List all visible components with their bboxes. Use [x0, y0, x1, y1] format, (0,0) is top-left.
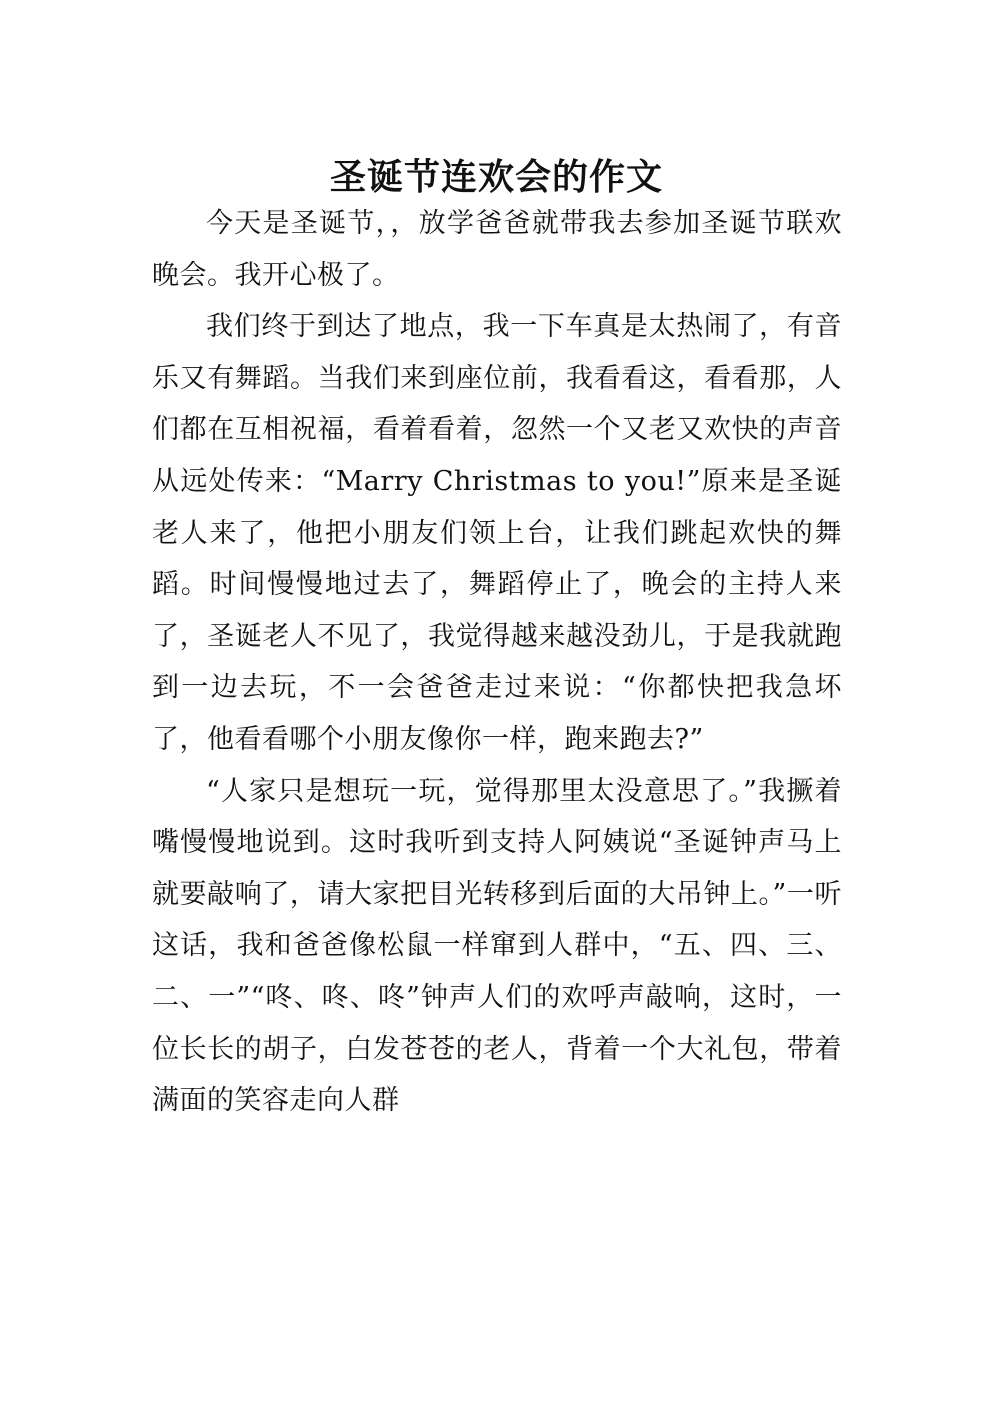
- document-body: [152, 198, 842, 1127]
- document-title: 圣诞节连欢会的作文: [329, 157, 663, 199]
- paragraph-3: “人家只是想玩一玩，觉得那里太没意思了。”我撅着嘴慢慢地说到。这时我听到支持人阿姨说“圣诞钟声马上就要敲响了，请大家把目光转移到后面的大吊钟上。”一听这话，我和爸爸像松鼠一样窜到人群中，“五、四、三、二、一”“咚、咚、咚”钟声人们的欢呼声敲响，这时，一位长长的胡子，白发苍苍的老人，背着一个大礼包，带着满面的笑容走向人群: [152, 775, 842, 1117]
- paragraph-2: 我们终于到达了地点，我一下车真是太热闹了，有音乐又有舞蹈。当我们来到座位前，我看看这，看看那，人们都在互相祝福，看着看着，忽然一个又老又欢快的声音从远处传来：“Marry Christmas to you!”原来是圣诞老人来了，他把小朋友们领上台，让我们跳起欢快的舞蹈。时间慢慢地过去了，舞蹈停止了，晚会的主持人来了，圣诞老人不见了，我觉得越来越没劲儿，于是我就跑到一边去玩，不一会爸爸走过来说：“你都快把我急坏了，他看看哪个小朋友像你一样，跑来跑去?”: [152, 311, 842, 755]
- paragraph-1: 今天是圣诞节，，放学爸爸就带我去参加圣诞节联欢晚会。我开心极了。: [152, 208, 842, 291]
